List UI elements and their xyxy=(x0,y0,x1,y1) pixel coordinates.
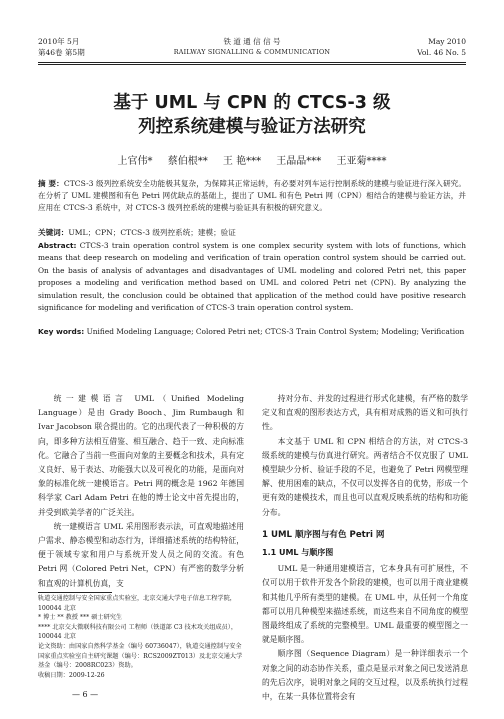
footnote-line: 收稿日期：2009-12-26 xyxy=(38,671,105,679)
footnote-rule xyxy=(38,592,112,593)
header-center xyxy=(38,36,466,58)
abstract-cn-text: CTCS-3 级列控系统安全功能极其复杂，为保障其正常运转，有必要对列车运行控制系统的建模与验证进行深入研究。在分析了 UML 建模图和有色 Petri 网优缺点的基础上，提出了 UML 和有色 Petri 网（CPN）相结合的建模与验证方法，并应用在 CTCS-3 系统中，对 CTCS-3 级列控系统的建模与验证具有积极的研究意义。 xyxy=(38,179,466,213)
author: 王 艳*** xyxy=(222,156,262,167)
keywords-cn xyxy=(38,227,466,239)
paper-title: 基于 UML 与 CPN 的 CTCS-3 级 xyxy=(113,93,391,113)
header-volume-en: Vol. 46 No. 5 xyxy=(417,48,466,57)
body-paragraph: 本文基于 UML 和 CPN 相结合的方法，对 CTCS-3 级系统的建模与仿真进行研究。两者结合不仅克服了 UML 模型缺少分析、验证手段的不足，也避免了 Petri 网模型理解、使用困难的缺点，不仅可以发挥各自的优势，形成一个更有效的建模技术，而且也可以直观反映系统的结构和功能分布。 xyxy=(262,436,468,517)
body-paragraph: 统一建模语言 UML 采用图形表示法，可直观地描述用户需求、静态模型和动态行为，详细描述系统的结构特征，便于领域专家和用户与系统开发人员之间的交流。有色 Petri 网（Colored Petri Net，CPN）有严密的数学分析和直观的计算机仿真，支 xyxy=(38,521,244,588)
author: 上官伟* xyxy=(117,156,153,167)
footnote-line: * 博士 ** 教授 *** 硕士研究生 xyxy=(38,614,123,622)
page-number: — 6 — xyxy=(72,690,99,699)
footnote-line: **** 北京交大微联科技有限公司 工程师（铁道部 C3 技术攻关组成员），100044 北京 xyxy=(38,623,238,641)
subsection-heading: 1.1 UML 与顺序图 xyxy=(262,548,334,558)
keywords-en xyxy=(38,326,466,338)
header-volume: 第46卷 第5期 xyxy=(38,48,85,57)
right-column xyxy=(262,392,468,704)
journal-name-en: RAILWAY SIGNALLING & COMMUNICATION xyxy=(173,48,331,56)
keywords-en-label: Key words: xyxy=(38,327,85,336)
author: 蔡伯根** xyxy=(167,156,208,167)
abstract-en xyxy=(38,240,466,314)
footnote-line: 轨道交通控制与安全国家重点实验室，北京交通大学电子信息工程学院，100044 北京 xyxy=(38,595,236,612)
body-paragraph: 持对分布、并发的过程进行形式化建模，有严格的数学定义和直观的图形表达方式，具有相对成熟的语义和可执行性。 xyxy=(262,394,468,432)
keywords-cn-label: 关键词： xyxy=(38,228,69,237)
abstract-cn xyxy=(38,178,466,215)
author: 王晶晶*** xyxy=(276,156,322,167)
body-paragraph: UML 是一种通用建模语言，它本身具有可扩展性，不仅可以用于软件开发各个阶段的建模，也可以用于商业建模和其他几乎所有类型的建模。在 UML 中，从任何一个角度都可以用几种模型来描述系统，而这些来自不同角度的模型图最终组成了系统的完整模型。UML 最重要的模型图之一就是顺序图。 xyxy=(262,564,468,645)
body-paragraph: 统一建模语言 UML（Unified Modeling Language）是由 Grady Booch、Jim Rumbaugh 和 Ivar Jacobson 联合提出的。它的出现代表了一种积极的方向，即多种方法相互借鉴、相互融合、趋于一致、走向标准化。它融合了当前一些面向对象的主要概念和技术，具有定义良好、易于表达、功能强大以及可视化的功能，是面向对象的标准化统一建模语言。Petri 网的概念是 1962 年德国科学家 Carl Adam Petri 在他的博士论文中首先提出的，并受到欧美学者的广泛关注。 xyxy=(38,394,244,517)
footnote-line: 论文资助：由国家自然科学基金（编号 60736047），轨道交通控制与安全国家重点实验室自主研究课题（编号：RCS2009ZT013）及北京交通大学基金（编号：2008RC023）资助。 xyxy=(38,642,243,670)
footnote xyxy=(38,594,244,680)
header-right xyxy=(417,36,466,58)
paper-subtitle: 列控系统建模与验证方法研究 xyxy=(138,117,366,137)
header-date-en: May 2010 xyxy=(428,37,466,46)
author-list xyxy=(0,152,504,167)
author: 王亚菊**** xyxy=(336,156,387,167)
section-heading: 1 UML 顺序图与有色 Petri 网 xyxy=(262,529,385,540)
abstract-en-text: CTCS-3 train operation control system is one complex security system with lots of functions, which means that deep research on modeling and verification of train operation control system should be carried out. On the basis of analysis of advantages and disadvantages of UML modeling and colored Petri net, this paper proposes a modeling and verification method based on UML and colored Petri net (CPN). By analyzing the simulation result, the conclusion could be obtained that application of the method could have positive research significance for modeling and verification of CTCS-3 train operation control system. xyxy=(38,241,466,313)
header-rule xyxy=(38,64,466,65)
abstract-en-label: Abstract: xyxy=(38,241,77,250)
left-column xyxy=(38,392,244,591)
keywords-en-text: Unified Modeling Language; Colored Petri net; CTCS-3 Train Control System; Modeling; Verification xyxy=(86,327,465,336)
header-date: 2010年 5月 xyxy=(38,37,80,46)
abstract-cn-label: 摘 要： xyxy=(38,179,64,188)
keywords-cn-text: UML；CPN；CTCS-3 级列控系统；建模；验证 xyxy=(68,228,236,237)
running-header xyxy=(38,36,466,63)
journal-name-cn: 铁 道 通 信 信 号 xyxy=(223,37,281,46)
body-paragraph: 顺序图（Sequence Diagram）是一种详细表示一个对象之间的动态协作关系，重点是显示对象之间已发送消息的先后次序，说明对象之间的交互过程，以及系统执行过程中，在某一具体位置将会有 xyxy=(262,649,468,702)
